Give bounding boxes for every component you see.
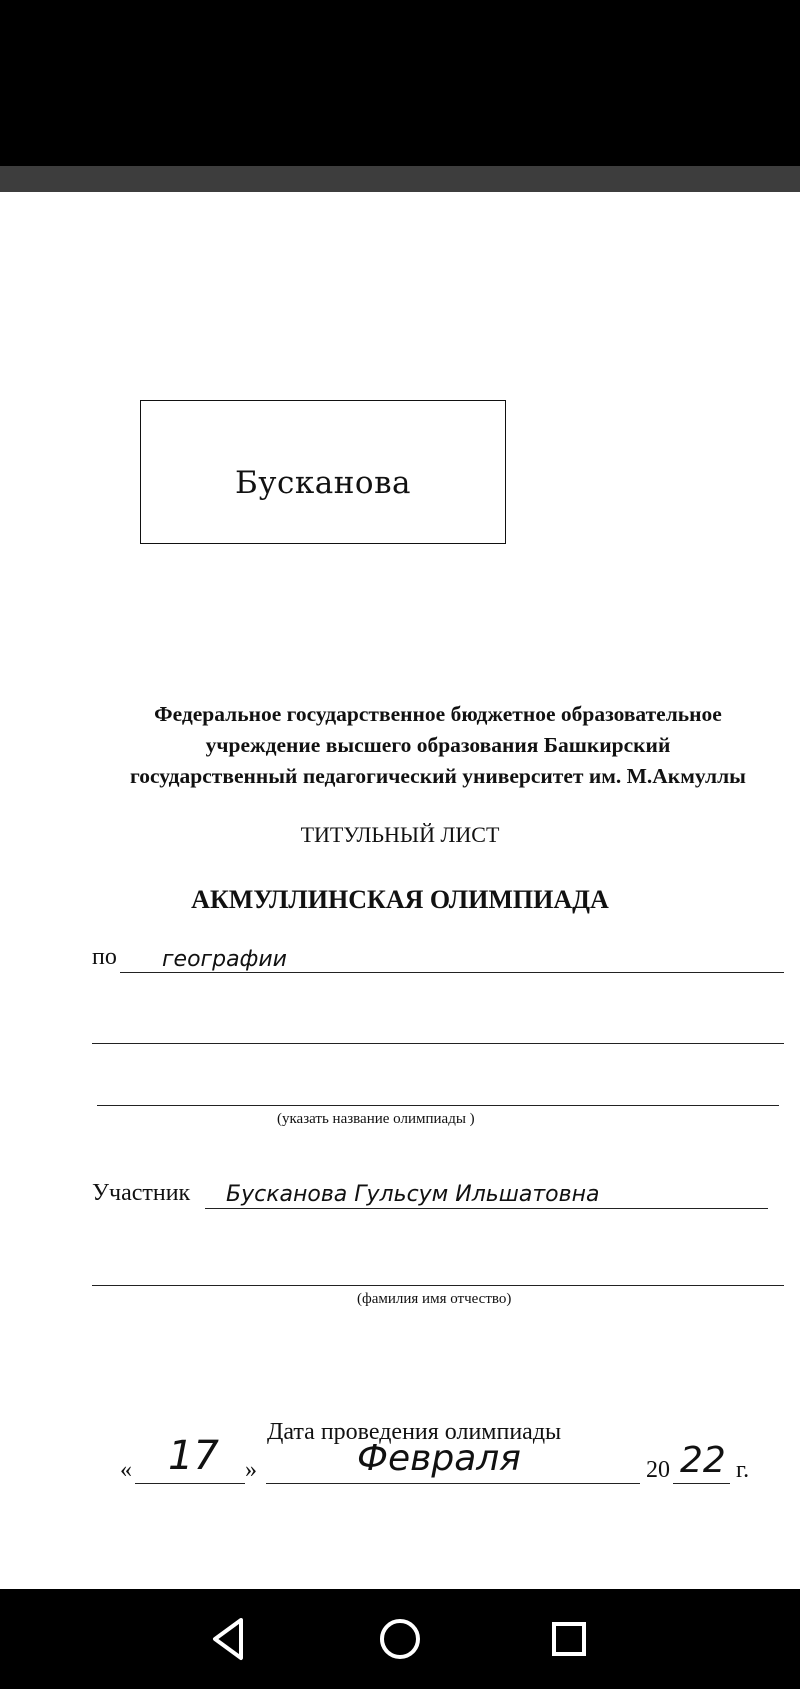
olympiad-caption: (указать название олимпиады ): [277, 1111, 475, 1127]
participant-box-name: Бусканова: [235, 465, 411, 501]
back-button[interactable]: [200, 1611, 256, 1667]
year-underline: [673, 1483, 730, 1484]
navigation-bar: [0, 1589, 800, 1689]
blank-line-1: [92, 1043, 784, 1044]
subject-underline: [120, 972, 784, 973]
day-underline: [135, 1483, 245, 1484]
date-year: 22: [680, 1440, 726, 1481]
date-open-quote: «: [120, 1457, 132, 1483]
status-area: [0, 0, 800, 166]
date-century: 20: [646, 1457, 670, 1483]
sheet-title: ТИТУЛЬНЫЙ ЛИСТ: [300, 822, 500, 847]
date-month: Февраля: [357, 1438, 521, 1479]
month-underline: [266, 1483, 640, 1484]
date-label: Дата проведения олимпиады: [267, 1419, 562, 1445]
university-name: [60, 699, 800, 792]
date-day: 17: [168, 1433, 219, 1479]
olympiad-title: АКМУЛЛИНСКАЯ ОЛИМПИАДА: [191, 885, 609, 914]
participant-value: Бусканова Гульсум Ильшатовна: [226, 1182, 600, 1207]
participant-name-box: [140, 400, 506, 544]
participant-caption: (фамилия имя отчество): [357, 1291, 512, 1307]
blank-line-2: [97, 1105, 779, 1106]
viewer-toolbar: [0, 166, 800, 192]
subject-value: географии: [162, 947, 287, 972]
recents-square-icon: [541, 1611, 597, 1667]
university-line-1: Федеральное государственное бюджетное образовательное: [154, 702, 722, 726]
back-triangle-icon: [200, 1611, 256, 1667]
home-circle-icon: [372, 1611, 428, 1667]
recents-button[interactable]: [541, 1611, 597, 1667]
university-line-2: учреждение высшего образования Башкирский: [205, 733, 671, 757]
subject-prefix: по: [92, 944, 117, 970]
blank-line-3: [92, 1285, 784, 1286]
date-close-quote: »: [245, 1457, 257, 1483]
date-suffix: г.: [736, 1457, 750, 1483]
document-page[interactable]: [0, 192, 800, 1589]
home-button[interactable]: [372, 1611, 428, 1667]
participant-underline: [205, 1208, 768, 1209]
participant-label: Участник: [92, 1180, 191, 1206]
university-line-3: государственный педагогический университет им. М.Акмуллы: [130, 764, 746, 788]
